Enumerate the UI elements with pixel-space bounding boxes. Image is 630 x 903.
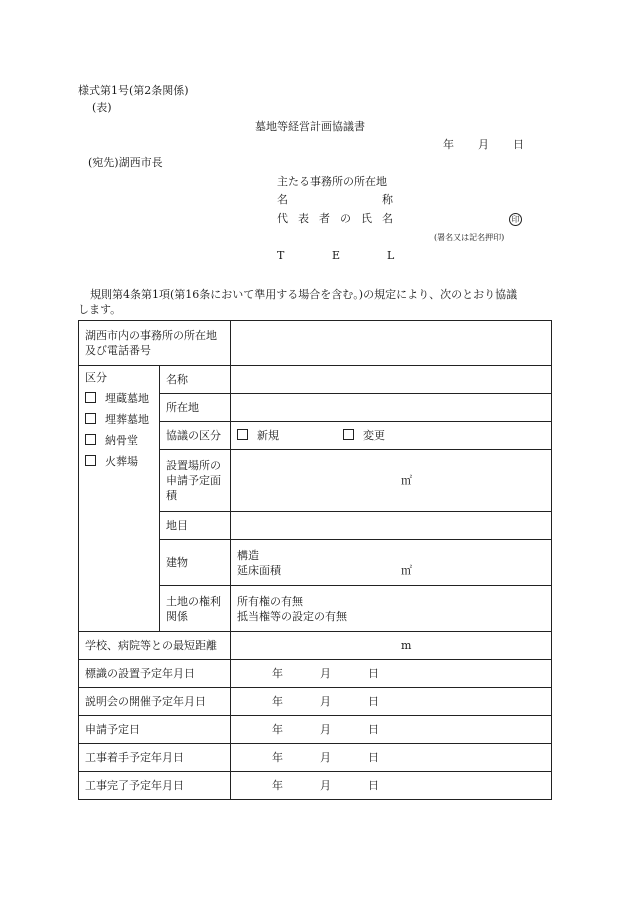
office-value-cell[interactable] [231, 321, 552, 366]
facility-name-label: 名称 [160, 366, 231, 394]
consult-option-change[interactable]: 変更 [343, 429, 385, 442]
site-area-label: 設置場所の 申請予定面 積 [160, 450, 231, 512]
category-cell [79, 366, 160, 632]
ownership-label: 所有権の有無 [237, 594, 303, 608]
intro-line-1: 規則第4条第1項(第16条において準用する場合を含む。)の規定により、次のとおり協議 [90, 288, 518, 301]
category-option-ossuary[interactable]: 納骨堂 [85, 433, 153, 448]
consult-type-options [231, 422, 552, 450]
date-month-label: 月 [478, 138, 489, 151]
building-floor-area-label: 延床面積 [237, 563, 281, 577]
seal-icon: 印 [509, 213, 522, 226]
application-date-label: 申請予定日 [79, 716, 231, 744]
sign-note: (署名又は記名押印) [434, 233, 505, 242]
applicant-address-label: 主たる事務所の所在地 [277, 175, 387, 188]
checkbox-icon[interactable] [237, 429, 248, 440]
category-option-burial-ground[interactable]: 埋蔵墓地 [85, 391, 153, 406]
tel-label-l: L [387, 249, 395, 262]
date-year-label: 年 [443, 138, 454, 151]
building-value[interactable] [231, 540, 552, 586]
building-label: 建物 [160, 540, 231, 586]
seal-mark [509, 212, 522, 226]
building-floor-area-unit: ㎡ [401, 563, 412, 577]
date-day-label: 日 [513, 138, 524, 151]
tel-label-e: E [332, 249, 341, 262]
tel-label-t: T [277, 249, 285, 262]
sign-date-value[interactable]: 年 月 日 [231, 660, 552, 688]
site-area-unit: ㎡ [401, 474, 412, 487]
checkbox-icon[interactable] [343, 429, 354, 440]
distance-value[interactable] [231, 632, 552, 660]
construction-start-row [79, 744, 552, 772]
land-rights-value[interactable] [231, 586, 552, 632]
construction-start-value[interactable]: 年 月 日 [231, 744, 552, 772]
construction-end-label: 工事完了予定年月日 [79, 772, 231, 800]
building-structure-label: 構造 [237, 548, 259, 562]
form-number: 様式第1号(第2条関係) [78, 84, 189, 97]
document-title: 墓地等経営計画協議書 [255, 120, 365, 133]
category-label: 区分 [85, 371, 107, 384]
construction-start-label: 工事着手予定年月日 [79, 744, 231, 772]
representative-label: 代 表 者 の 氏 名 [277, 212, 393, 225]
consult-type-label: 協議の区分 [160, 422, 231, 450]
sign-date-row [79, 660, 552, 688]
mortgage-label: 抵当権等の設定の有無 [237, 609, 347, 623]
application-date-value[interactable]: 年 月 日 [231, 716, 552, 744]
category-option-crematorium[interactable]: 火葬場 [85, 454, 153, 469]
office-label-cell: 湖西市内の事務所の所在地 及び電話番号 [79, 321, 231, 366]
facility-name-row [79, 366, 552, 394]
addressee: (宛先)湖西市長 [88, 156, 163, 169]
office-row [79, 321, 552, 366]
site-area-value[interactable] [231, 450, 552, 512]
application-date-row [79, 716, 552, 744]
checkbox-icon[interactable] [85, 434, 96, 445]
location-label: 所在地 [160, 394, 231, 422]
location-value[interactable] [231, 394, 552, 422]
consultation-form-table [78, 320, 552, 800]
distance-label: 学校、病院等との最短距離 [79, 632, 231, 660]
checkbox-icon[interactable] [85, 392, 96, 403]
intro-line-2: します。 [78, 303, 122, 316]
distance-unit: m [401, 639, 412, 652]
briefing-date-label: 説明会の開催予定年月日 [79, 688, 231, 716]
construction-end-row [79, 772, 552, 800]
form-side-label: (表) [92, 101, 112, 114]
land-category-label: 地目 [160, 512, 231, 540]
checkbox-icon[interactable] [85, 455, 96, 466]
briefing-date-row [79, 688, 552, 716]
sign-date-label: 標識の設置予定年月日 [79, 660, 231, 688]
distance-row [79, 632, 552, 660]
consult-option-new[interactable]: 新規 [237, 428, 343, 443]
land-rights-label: 土地の権利 関係 [160, 586, 231, 632]
briefing-date-value[interactable]: 年 月 日 [231, 688, 552, 716]
category-option-interment-ground[interactable]: 埋葬墓地 [85, 412, 153, 427]
applicant-name-label-2: 称 [382, 193, 393, 206]
facility-name-value[interactable] [231, 366, 552, 394]
applicant-name-label-1: 名 [277, 193, 288, 206]
construction-end-value[interactable]: 年 月 日 [231, 772, 552, 800]
land-category-value[interactable] [231, 512, 552, 540]
checkbox-icon[interactable] [85, 413, 96, 424]
